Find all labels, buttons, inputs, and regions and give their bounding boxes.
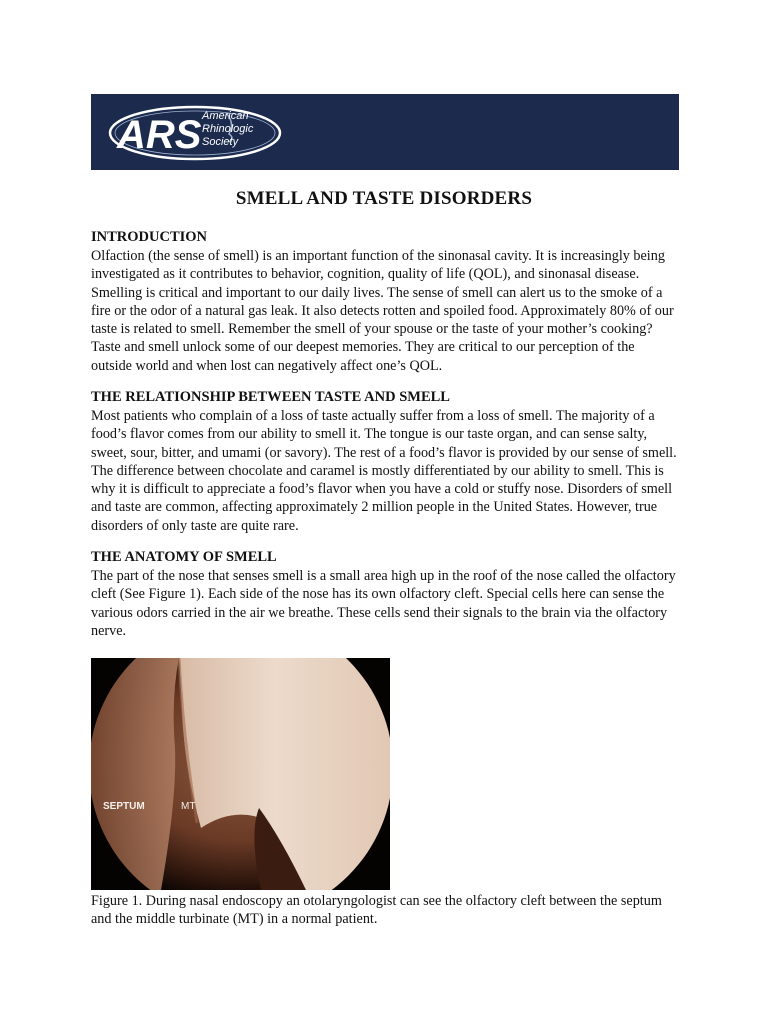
section-introduction bbox=[91, 228, 679, 375]
section-heading: THE RELATIONSHIP BETWEEN TASTE AND SMELL bbox=[91, 389, 450, 405]
endoscopy-illustration bbox=[91, 658, 390, 890]
ars-logo bbox=[107, 102, 283, 164]
section-paragraph: Olfaction (the sense of smell) is an important function of the sinonasal cavity. It is increasingly being investigated as it contributes to behavior, cognition, quality of life (QOL), and sinonasal disease. Smelling is critical and important to our daily lives. The sense of smell can alert us to the smoke of a fire or the odor of a natural gas leak. It also detects rotten and spoiled food. Approximately 80% of our taste is related to smell. Remember the smell of your spouse or the taste of your mother’s cooking? Taste and smell unlock some of our deepest memories. They are critical to our perception of the outside world and when lost can negatively affect one’s QOL. bbox=[91, 248, 674, 374]
logo-line-3: Society bbox=[202, 136, 239, 148]
section-anatomy-of-smell bbox=[91, 548, 679, 640]
section-heading: THE ANATOMY OF SMELL bbox=[91, 549, 277, 565]
logo-mark: ARS bbox=[117, 113, 202, 157]
section-paragraph: Most patients who complain of a loss of taste actually suffer from a loss of smell. The majority of a food’s flavor comes from our ability to smell it. The tongue is our taste organ, and can sense salty, sweet, sour, bitter, and umami (or savory). The rest of a food’s flavor is provided by our sense of smell. The difference between chocolate and caramel is mostly differentiated by our ability to smell. This is why it is difficult to appreciate a food’s flavor when you have a cold or stuffy nose. Disorders of smell and taste are common, affecting approximately 2 million people in the United States. However, true disorders of only taste are quite rare. bbox=[91, 408, 677, 534]
section-paragraph: The part of the nose that senses smell is a small area high up in the roof of the nose called the olfactory cleft (See Figure 1). Each side of the nose has its own olfactory cleft. Special cells here can sense the various odors carried in the air we breathe. These cells send their signals to the brain via the olfactory nerve. bbox=[91, 568, 676, 639]
document-title: SMELL AND TASTE DISORDERS bbox=[235, 188, 533, 209]
header-banner bbox=[91, 94, 679, 170]
logo-org-name bbox=[202, 110, 253, 149]
section-heading: INTRODUCTION bbox=[91, 229, 208, 245]
endoscopy-image bbox=[91, 658, 390, 890]
septum-label: SEPTUM bbox=[103, 801, 145, 812]
mt-label: MT bbox=[181, 801, 196, 812]
logo-line-2: Rhinologic bbox=[202, 123, 254, 135]
figure-caption: Figure 1. During nasal endoscopy an otolaryngologist can see the olfactory cleft between the septum and the middle turbinate (MT) in a normal patient. bbox=[91, 893, 662, 928]
logo-line-1: American bbox=[202, 110, 249, 122]
section-taste-and-smell bbox=[91, 388, 679, 535]
